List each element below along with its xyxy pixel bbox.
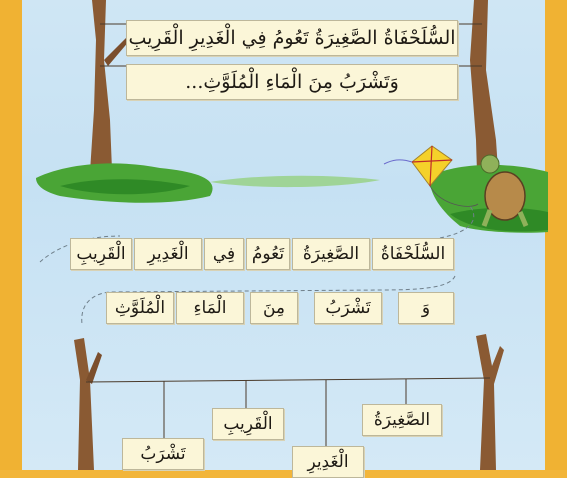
hanging-word-card[interactable]: الصَّغِيرَةُ [362, 404, 442, 436]
sentence-line-1: السُّلَحْفَاةُ الصَّغِيرَةُ تَعُومُ فِي الْغَدِيرِ الْقَرِيبِ [126, 20, 458, 56]
word-card[interactable]: وَ [398, 292, 454, 324]
word-card[interactable]: الْغَدِيرِ [134, 238, 202, 270]
word-card[interactable]: الصَّغِيرَةُ [292, 238, 370, 270]
word-card[interactable]: تَعُومُ [246, 238, 290, 270]
word-card[interactable]: الْمَاءِ [176, 292, 244, 324]
bottom-left-tree-trunk [74, 338, 94, 470]
word-card[interactable]: الْمُلَوَّثِ [106, 292, 174, 324]
grass-center [210, 176, 380, 187]
word-card[interactable]: الْقَرِيبِ [70, 238, 132, 270]
word-card[interactable]: السُّلَحْفَاةُ [372, 238, 454, 270]
kite-tail [384, 160, 412, 164]
turtle-head [481, 155, 499, 173]
word-card[interactable]: تَشْرَبُ [314, 292, 382, 324]
word-card[interactable]: مِنَ [250, 292, 298, 324]
bottom-string [86, 378, 490, 382]
top-left-tree-trunk [90, 0, 112, 172]
word-card[interactable]: فِي [204, 238, 244, 270]
hanging-word-card[interactable]: تَشْرَبُ [122, 438, 204, 470]
hanging-word-card[interactable]: الْغَدِيرِ [292, 446, 364, 478]
bottom-left-branch [86, 352, 102, 384]
bottom-right-tree-trunk [476, 334, 504, 470]
hanging-word-card[interactable]: الْقَرِيبِ [212, 408, 284, 440]
sentence-line-2: وَتَشْرَبُ مِنَ الْمَاءِ الْمُلَوَّثِ... [126, 64, 458, 100]
